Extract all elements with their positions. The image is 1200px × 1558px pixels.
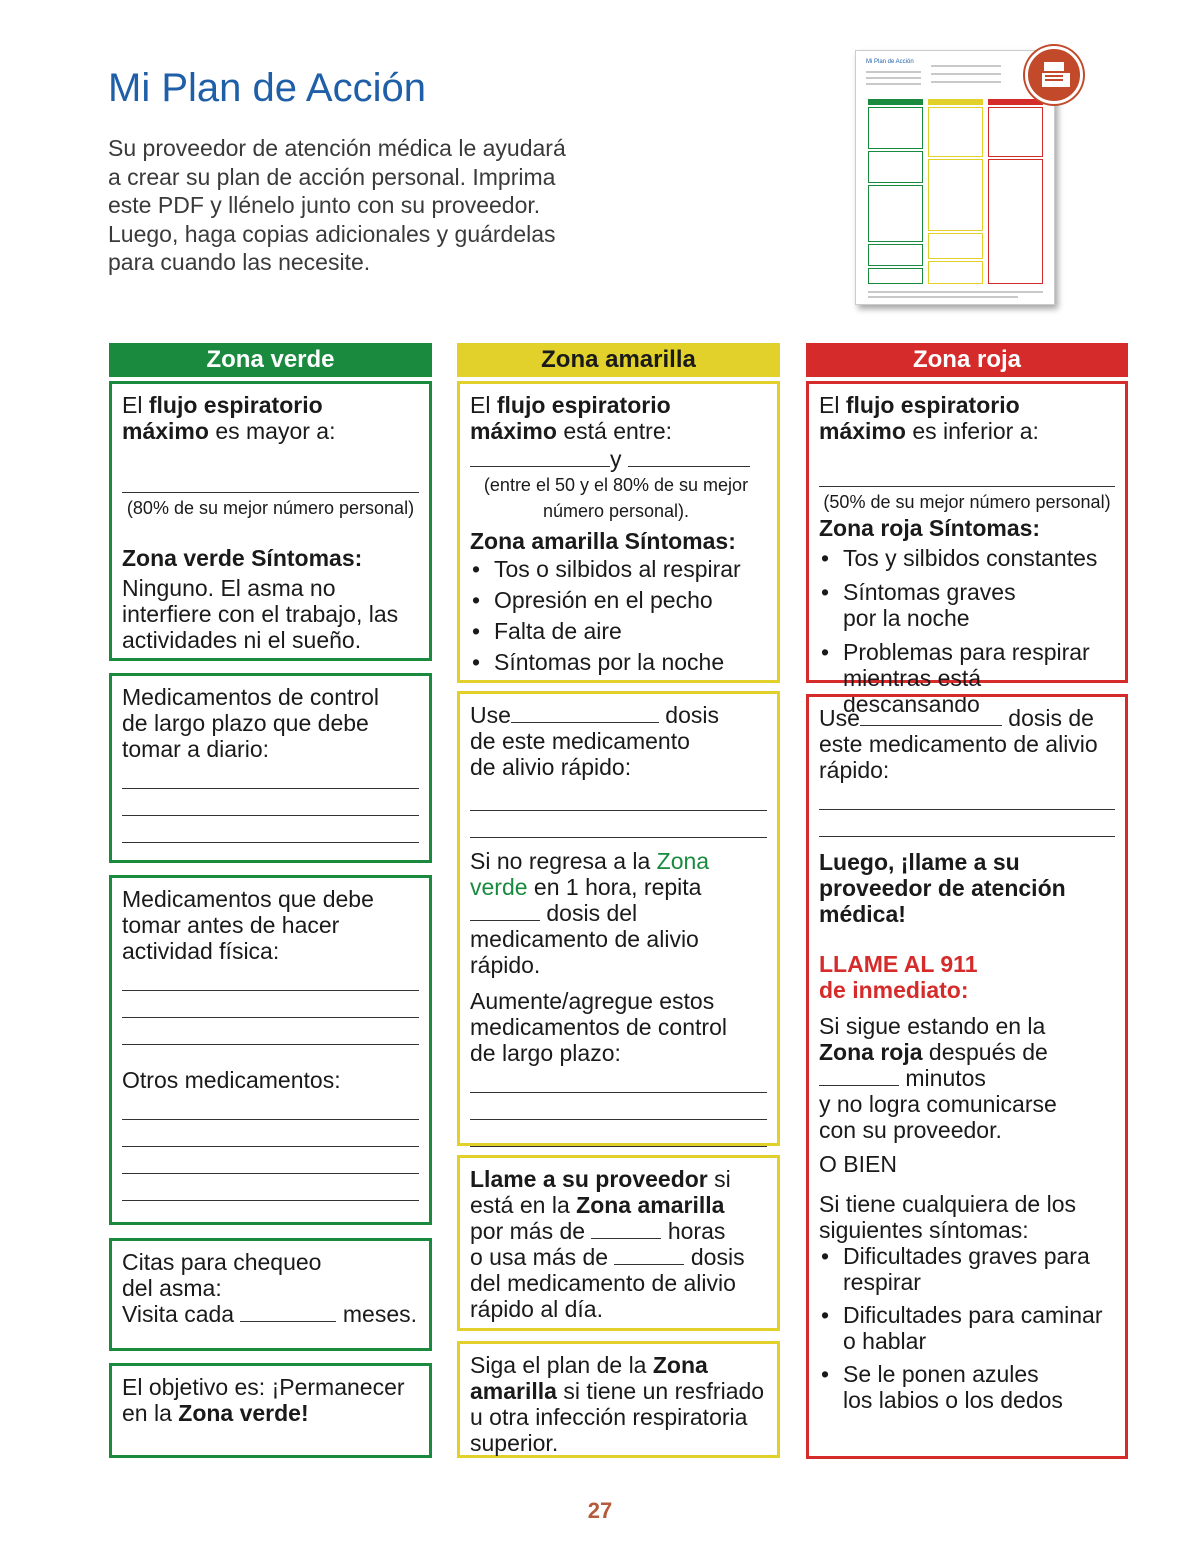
- yellow-relief-line-1[interactable]: [470, 784, 767, 811]
- list-item: • Tos y silbidos constantes: [819, 545, 1115, 571]
- yellow-dose-field[interactable]: [511, 702, 659, 723]
- list-item: • Síntomas por la noche: [470, 647, 767, 678]
- red-peak-flow-field[interactable]: [819, 460, 1115, 487]
- control-meds-line-1[interactable]: [122, 762, 419, 789]
- exercise-meds-line-2[interactable]: [122, 991, 419, 1018]
- green-peak-flow-box: El flujo espiratorio máximo es mayor a: (80% de su mejor número personal) Zona verde Síntomas: Ninguno. El asma no interfiere con el trabajo, las actividades ni el sueño.: [109, 381, 432, 661]
- yellow-repeat-dose-field[interactable]: [470, 900, 540, 921]
- yellow-call-provider-box: Llame a su proveedor si está en la Zona amarilla por más de horas o usa más de dosis del medicamento de alivio rápido al día.: [457, 1155, 780, 1331]
- yellow-max-doses-field[interactable]: [614, 1244, 684, 1265]
- exercise-meds-line-3[interactable]: [122, 1018, 419, 1045]
- green-symptoms-title: Zona verde Síntomas:: [122, 545, 363, 571]
- red-relief-line-2[interactable]: [819, 810, 1115, 837]
- green-zone-header: Zona verde: [109, 343, 432, 377]
- yellow-zone-header: Zona amarilla: [457, 343, 780, 377]
- list-item: • Dificultades para caminar o hablar: [819, 1302, 1115, 1354]
- intro-text: Su proveedor de atención médica le ayudará a crear su plan de acción personal. Imprima este PDF y llénelo junto con su proveedor. Luego, haga copias adicionales y guárdelas para cuando las necesite.: [108, 135, 566, 275]
- green-checkup-box: Citas para chequeo del asma: Visita cada meses.: [109, 1238, 432, 1351]
- list-item: • Opresión en el pecho: [470, 585, 767, 616]
- red-dose-field[interactable]: [860, 705, 1002, 726]
- yellow-relief-line-2[interactable]: [470, 811, 767, 838]
- other-meds-line-1[interactable]: [122, 1093, 419, 1120]
- list-item: • Síntomas graves por la noche: [819, 579, 1023, 631]
- yellow-increase-line-1[interactable]: [470, 1066, 767, 1093]
- list-item: • Dificultades graves para respirar: [819, 1243, 1115, 1295]
- thumbnail-title: Mi Plan de Acción: [866, 59, 914, 65]
- red-emergency-list: [819, 1243, 1115, 1413]
- red-zone-header: Zona roja: [806, 343, 1128, 377]
- printer-icon[interactable]: [1025, 46, 1083, 104]
- list-item: • Tos o silbidos al respirar: [470, 554, 767, 585]
- yellow-peak-high-field[interactable]: [628, 446, 750, 467]
- control-meds-line-3[interactable]: [122, 816, 419, 843]
- red-peak-flow-box: El flujo espiratorio máximo es inferior a: (50% de su mejor número personal) Zona roja Síntomas: • Tos y silbidos constantes • Síntomas graves por la noche • Problemas para respirar mientras está descansando: [806, 381, 1128, 683]
- pdf-thumbnail[interactable]: [855, 50, 1055, 305]
- other-meds-line-2[interactable]: [122, 1120, 419, 1147]
- page-title: Mi Plan de Acción: [108, 66, 426, 110]
- yellow-hours-field[interactable]: [591, 1218, 661, 1239]
- yellow-quick-relief-box: Use dosis de este medicamento de alivio rápido: Si no regresa a la Zona verde en 1 hora, repita dosis del medicamento de alivio rápido. Aumente/agregue estos medicamentos de control de largo plazo:: [457, 691, 780, 1146]
- green-symptoms-text: Ninguno. El asma no interfiere con el trabajo, las actividades ni el sueño.: [122, 575, 399, 653]
- exercise-meds-line-1[interactable]: [122, 964, 419, 991]
- checkup-months-field[interactable]: [240, 1301, 336, 1322]
- yellow-increase-line-3[interactable]: [470, 1120, 767, 1147]
- other-meds-label: Otros medicamentos:: [122, 1067, 341, 1093]
- yellow-cold-box: Siga el plan de la Zona amarilla si tiene un resfriado u otra infección respiratoria superior.: [457, 1341, 780, 1458]
- green-control-meds-box: Medicamentos de control de largo plazo que debe tomar a diario:: [109, 673, 432, 863]
- control-meds-line-2[interactable]: [122, 789, 419, 816]
- green-peak-flow-field[interactable]: [122, 466, 419, 493]
- red-relief-line-1[interactable]: [819, 783, 1115, 810]
- page-number: 27: [587, 1498, 613, 1523]
- call-911-title: LLAME AL 911: [819, 951, 978, 977]
- other-meds-line-4[interactable]: [122, 1174, 419, 1201]
- other-meds-line-3[interactable]: [122, 1147, 419, 1174]
- red-symptoms-list: [819, 545, 1115, 717]
- yellow-increase-line-2[interactable]: [470, 1093, 767, 1120]
- yellow-symptoms-list: [470, 554, 767, 678]
- yellow-symptoms-title: Zona amarilla Síntomas:: [470, 528, 736, 554]
- red-symptoms-title: Zona roja Síntomas:: [819, 515, 1041, 541]
- red-call-provider: Luego, ¡llame a su proveedor de atención médica!: [819, 849, 1066, 927]
- list-item: • Se le ponen azules los labios o los dedos: [819, 1361, 1063, 1413]
- red-minutes-field[interactable]: [819, 1065, 899, 1086]
- red-action-box: Use dosis de este medicamento de alivio rápido: Luego, ¡llame a su proveedor de atención médica! LLAME AL 911 de inmediato: Si sigue estando en la Zona roja después de minutos y no logra comunicarse con su proveedor. O BIEN Si tiene cualquiera de los siguientes síntomas: • Dificultades graves para respirar • Dificultades para caminar o hablar • Se le ponen azules los labios o los dedos: [806, 694, 1128, 1459]
- green-goal-box: El objetivo es: ¡Permanecer en la Zona verde!: [109, 1363, 432, 1458]
- yellow-peak-low-field[interactable]: [470, 446, 610, 467]
- list-item: • Problemas para respirar mientras está descansando: [819, 639, 1115, 717]
- list-item: • Falta de aire: [470, 616, 767, 647]
- green-exercise-meds-box: Medicamentos que debe tomar antes de hacer actividad física: Otros medicamentos:: [109, 875, 432, 1225]
- yellow-peak-flow-box: El flujo espiratorio máximo está entre: y (entre el 50 y el 80% de su mejor número personal). Zona amarilla Síntomas: • Tos o silbidos al respirar • Opresión en el pecho • Falta de aire • Síntomas por la noche: [457, 381, 780, 683]
